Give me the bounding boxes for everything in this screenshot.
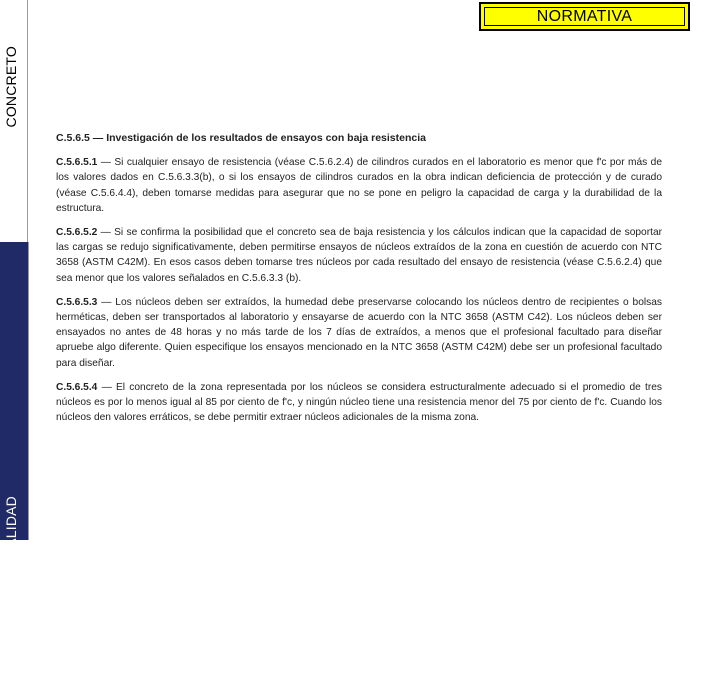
document-excerpt — [56, 131, 662, 434]
paragraph-text: — Los núcleos deben ser extraídos, la humedad debe preservarse colocando los núcleos dentro de recipientes o bolsas herméticas, deben ser transportados al laboratorio y ensayarse de acuerdo con la NTC 3658 (ASTM C42). Los núcleos deben ser ensayados no antes de 48 horas y no más tarde de los 7 días de extraídos, a menos que el profesional facultado para diseñar apruebe algo diferente. Quien especifique los ensayos mencionado en la NTC 3658 (ASTM C42M) debe ser un profesional facultado para diseñar. — [56, 296, 662, 369]
header-box — [479, 2, 690, 31]
paragraph — [56, 295, 662, 371]
side-label-concreto: CONCRETO — [3, 46, 19, 128]
side-panel-top — [0, 0, 28, 242]
paragraph-text: — Si se confirma la posibilidad que el concreto sea de baja resistencia y los cálculos indican que la capacidad de soportar las cargas se redujo significativamente, deben permitirse ensayos de núcleos extraídos de la zona en cuestión de acuerdo con NTC 3658 (ASTM C42M). En esos casos deben tomarse tres núcleos por cada resultado del ensayo de resistencia (véase C.5.6.2.4) que sea menor que los valores señalados en C.5.6.3.3 (b). — [56, 227, 662, 284]
paragraph — [56, 155, 662, 216]
paragraph-number: C.5.6.5.4 — [56, 381, 98, 393]
section-title: C.5.6.5 — Investigación de los resultados de ensayos con baja resistencia — [56, 132, 426, 144]
paragraph-text: — El concreto de la zona representada por los núcleos se considera estructuralmente adecuado si el promedio de tres núcleos es por lo menos igual al 85 por ciento de f'c, y ningún núcleo tiene una resistencia menor del 75 por ciento de f'c. Cuando los núcleos den valores erráticos, se debe permitir extraer núcleos adicionales de la misma zona. — [56, 381, 662, 424]
paragraph-number: C.5.6.5.3 — [56, 296, 98, 308]
paragraph — [56, 380, 662, 426]
side-label-espacio: ESPACIO Y MATERIALIDAD — [3, 496, 19, 681]
paragraph-number: C.5.6.5.1 — [56, 157, 98, 169]
paragraph-text: — Si cualquier ensayo de resistencia (véase C.5.6.2.4) de cilindros curados en el laboratorio es menor que f'c por más de los valores dados en C.5.6.3.3(b), o si los ensayos de cilindros curados en la obra indican deficiencia de protección y de curado (véase C.5.6.4.4), deben tomarse medidas para asegurar que no se pone en peligro la capacidad de carga y la durabilidad de la estructura. — [56, 157, 662, 214]
paragraph — [56, 225, 662, 286]
header-title: NORMATIVA — [484, 7, 685, 26]
paragraph-number: C.5.6.5.2 — [56, 227, 98, 239]
side-panel-bottom — [0, 242, 29, 681]
